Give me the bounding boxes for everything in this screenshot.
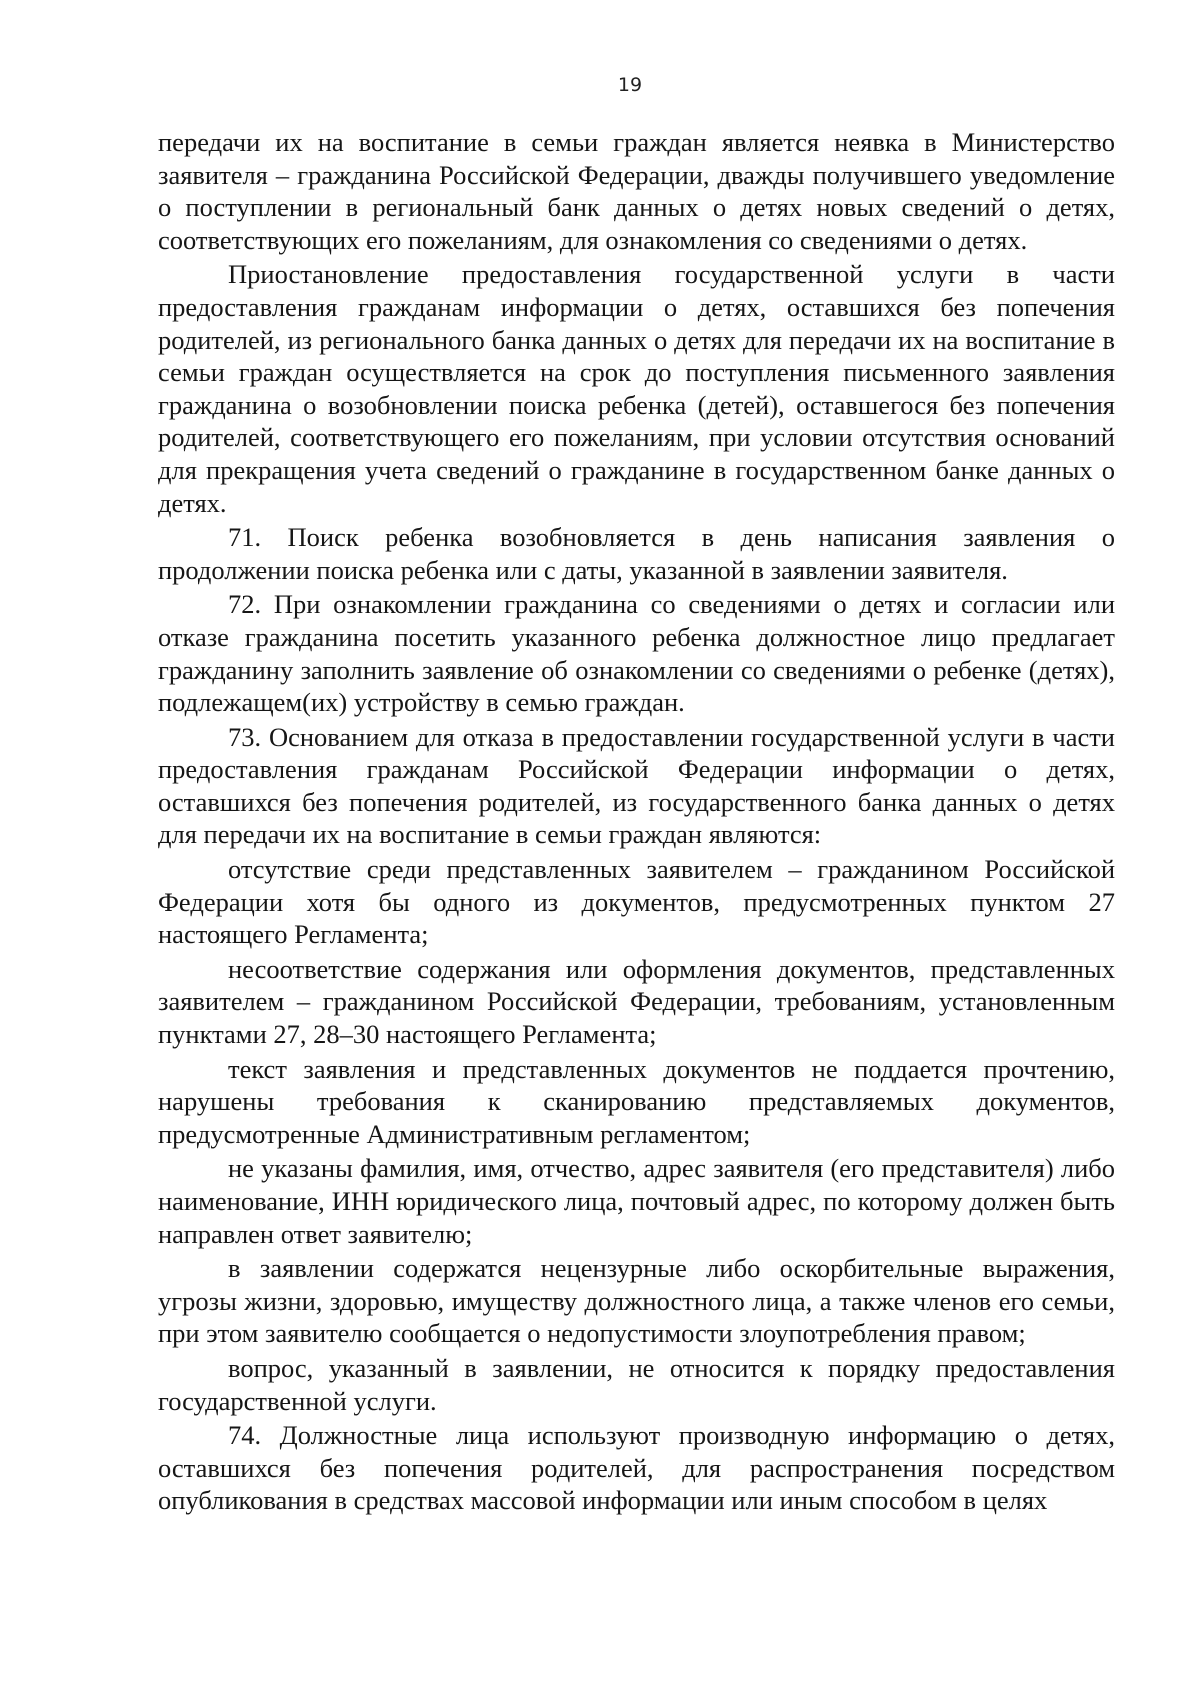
document-body bbox=[158, 126, 1115, 1517]
paragraph-continuation: передачи их на воспитание в семьи граждан является неявка в Министерство заявителя – гражданина Российской Федерации, дважды получившего уведомление о поступлении в региональный банк данных о детях новых сведений о детях, соответствующих его пожеланиям, для ознакомления со сведениями о детях. bbox=[158, 127, 1115, 255]
paragraph-73: 73. Основанием для отказа в предоставлении государственной услуги в части предоставления гражданам Российской Федерации информации о детях, оставшихся без попечения родителей, из государственного банка данных о детях для передачи их на воспитание в семьи граждан являются: bbox=[158, 721, 1115, 850]
list-item-missing-details: не указаны фамилия, имя, отчество, адрес заявителя (его представителя) либо наименование, ИНН юридического лица, почтовый адрес, по которому должен быть направлен ответ заявителю; bbox=[158, 1153, 1115, 1249]
paragraph-72: 72. При ознакомлении гражданина со сведениями о детях и согласии или отказе гражданина посетить указанного ребенка должностное лицо предлагает гражданину заполнить заявление об ознакомлении со сведениями о ребенке (детях), подлежащем(их) устройству в семью граждан. bbox=[158, 589, 1115, 718]
paragraph-74: 74. Должностные лица используют производную информацию о детях, оставшихся без попечения родителей, для распространения посредством опубликования в средствах массовой информации или иным способом в целях bbox=[158, 1420, 1115, 1516]
list-item-out-of-scope: вопрос, указанный в заявлении, не относится к порядку предоставления государственной услуги. bbox=[158, 1352, 1115, 1416]
list-item-missing-documents: отсутствие среди представленных заявителем – гражданином Российской Федерации хотя бы одного из документов, предусмотренных пунктом 27 настоящего Регламента; bbox=[158, 854, 1115, 950]
paragraph-suspension: Приостановление предоставления государственной услуги в части предоставления гражданам информации о детях, оставшихся без попечения родителей, из регионального банка данных о детях для передачи их на воспитание в семьи граждан осуществляется на срок до поступления письменного заявления гражданина о возобновлении поиска ребенка (детей), оставшегося без попечения родителей, соответствующего его пожеланиям, при условии отсутствия оснований для прекращения учета сведений о гражданине в государственном банке данных о детях. bbox=[158, 259, 1115, 518]
paragraph-71: 71. Поиск ребенка возобновляется в день написания заявления о продолжении поиска ребенка или с даты, указанной в заявлении заявителя. bbox=[158, 522, 1115, 585]
list-item-offensive: в заявлении содержатся нецензурные либо оскорбительные выражения, угрозы жизни, здоровью, имуществу должностного лица, а также членов его семьи, при этом заявителю сообщается о недопустимости злоупотребления правом; bbox=[158, 1253, 1115, 1349]
page-number: 19 bbox=[617, 74, 643, 96]
list-item-unreadable: текст заявления и представленных документов не поддается прочтению, нарушены требования к сканированию представляемых документов, предусмотренные Административным регламентом; bbox=[158, 1053, 1115, 1149]
list-item-nonconformity: несоответствие содержания или оформления документов, представленных заявителем – гражданином Российской Федерации, требованиям, установленным пунктами 27, 28–30 настоящего Регламента; bbox=[158, 953, 1115, 1050]
